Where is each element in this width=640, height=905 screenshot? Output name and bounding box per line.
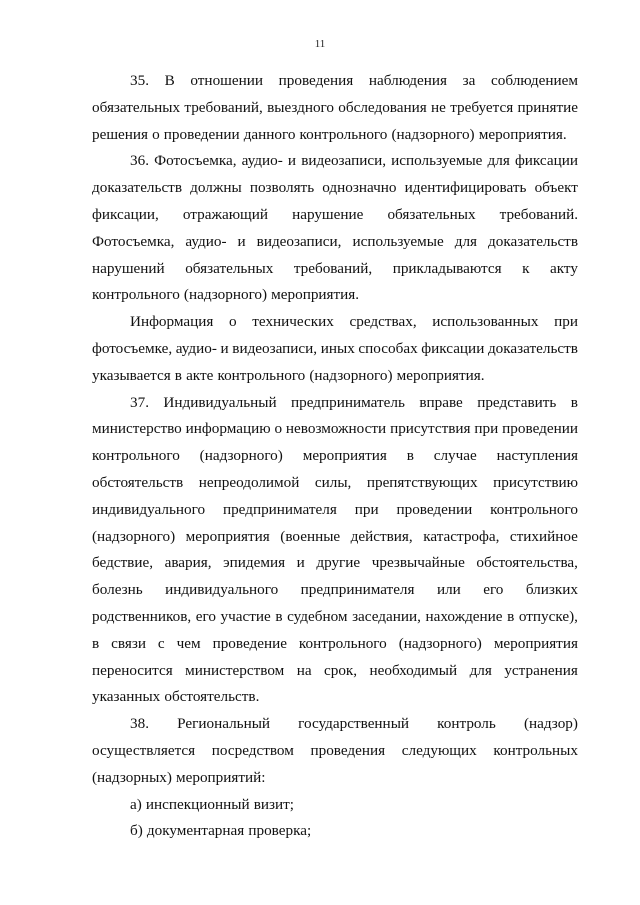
text-line: осуществляется посредством проведения следующих контрольных (92, 741, 578, 759)
paragraph (92, 68, 578, 148)
text-line: (надзорных) мероприятий: (92, 768, 266, 786)
text-line: фиксации, отражающий нарушение обязательных требований. (92, 205, 578, 223)
paragraph (92, 792, 578, 819)
text-line: указанных обстоятельств. (92, 688, 260, 706)
text-line: Информация о технических средствах, использованных при (130, 313, 578, 331)
text-line: 37. Индивидуальный предприниматель вправе представить в (130, 393, 578, 411)
text-line: доказательств должны позволять однозначно идентифицировать объект (92, 179, 578, 197)
text-line: а) инспекционный визит; (130, 795, 294, 813)
text-line: бедствие, авария, эпидемия и другие чрезвычайные обстоятельства, (92, 554, 578, 572)
page-number: 11 (314, 38, 326, 50)
paragraph (92, 309, 578, 389)
text-line: родственников, его участие в судебном заседании, нахождение в отпуске), (92, 607, 578, 625)
text-line: нарушений обязательных требований, прикладываются к акту (92, 259, 578, 277)
text-line: министерство информацию о невозможности присутствия при проведении (92, 420, 578, 438)
text-line: 36. Фотосъемка, аудио- и видеозаписи, используемые для фиксации (130, 152, 578, 170)
text-line: б) документарная проверка; (130, 822, 312, 840)
text-line: указывается в акте контрольного (надзорного) мероприятия. (92, 366, 485, 384)
text-line: в связи с чем проведение контрольного (надзорного) мероприятия (92, 634, 578, 652)
text-line: переносится министерством на срок, необходимый для устранения (92, 661, 578, 679)
paragraph (92, 148, 578, 309)
text-line: болезнь индивидуального предпринимателя или его близких (92, 581, 578, 599)
text-line: 35. В отношении проведения наблюдения за соблюдением (130, 72, 578, 89)
text-line: (надзорного) мероприятия (военные действия, катастрофа, стихийное (92, 527, 578, 545)
paragraph (92, 711, 578, 791)
text-line: контрольного (надзорного) мероприятия. (92, 286, 360, 304)
text-line: индивидуального предпринимателя при проведении контрольного (92, 500, 578, 518)
paragraph (92, 390, 578, 712)
document-body (92, 68, 578, 845)
text-line: обстоятельств непреодолимой силы, препятствующих присутствию (92, 473, 578, 491)
text-line: обязательных требований, выездного обследования не требуется принятие (92, 98, 578, 116)
text-line: решения о проведении данного контрольного (надзорного) мероприятия. (92, 125, 567, 143)
paragraph (92, 818, 578, 845)
text-line: 38. Региональный государственный контроль (надзор) (130, 715, 578, 733)
text-line: контрольного (надзорного) мероприятия в случае наступления (92, 447, 578, 465)
text-line: Фотосъемка, аудио- и видеозаписи, используемые для доказательств (92, 232, 578, 250)
text-line: фотосъемке, аудио- и видеозаписи, иных способах фиксации доказательств (92, 339, 578, 357)
